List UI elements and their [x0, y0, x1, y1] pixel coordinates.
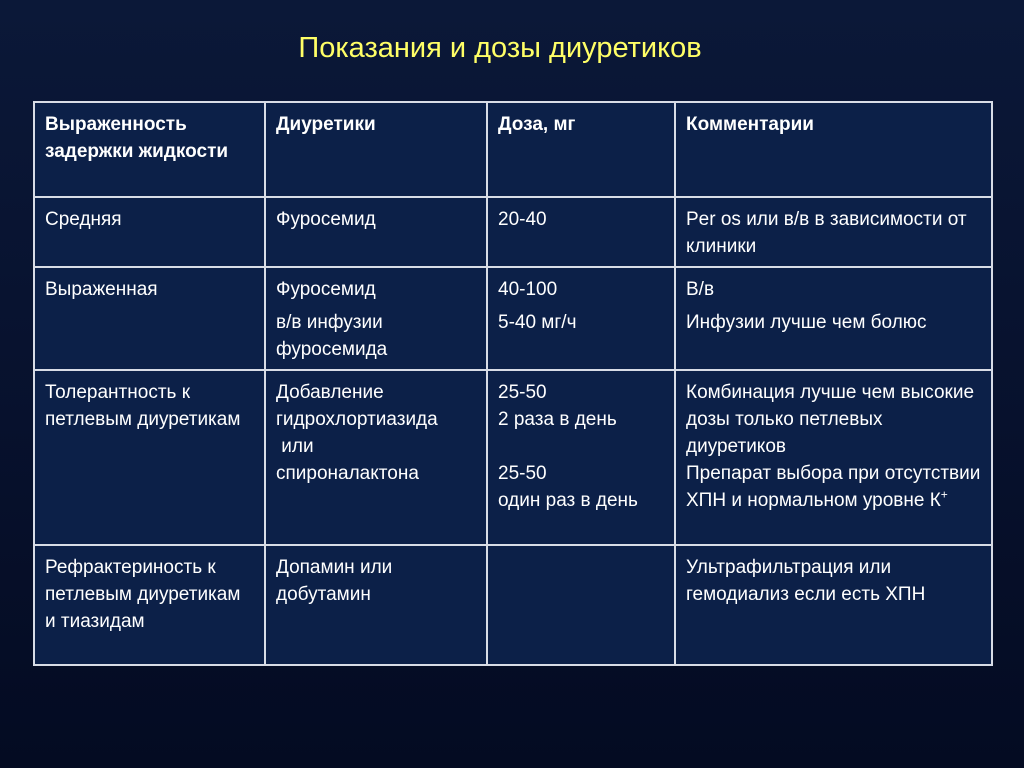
- cell-diuretic: [265, 545, 487, 665]
- cell-comment-line: Инфузии лучше чем болюс: [686, 312, 927, 333]
- cell-diuretic-line: или: [276, 436, 314, 457]
- table-row: [34, 545, 992, 665]
- header-dose: Доза, мг: [487, 102, 675, 197]
- table-row: [34, 197, 992, 267]
- cell-diuretic-line: Фуросемид: [276, 279, 376, 300]
- cell-diuretic: [265, 370, 487, 545]
- cell-comment-line: Ультрафильтрация или гемодиализ если есть ХПН: [686, 557, 926, 605]
- cell-diuretic: [265, 197, 487, 267]
- cell-comment-line: [686, 460, 986, 514]
- cell-severity: Выраженная: [34, 267, 265, 370]
- cell-comment-text: Препарат выбора при отсутствии ХПН и нормальном уровне К: [686, 463, 986, 511]
- cell-diuretic: [265, 267, 487, 370]
- cell-severity: Рефрактериность к петлевым диуретикам и тиазидам: [34, 545, 265, 665]
- slide-title: Показания и дозы диуретиков: [298, 32, 702, 64]
- cell-comment: [675, 267, 992, 370]
- cell-severity: Толерантность к петлевым диуретикам: [34, 370, 265, 545]
- cell-diuretic-line: Допамин или добутамин: [276, 557, 398, 605]
- cell-diuretic-line: Фуросемид: [276, 209, 376, 230]
- cell-severity: Средняя: [34, 197, 265, 267]
- cell-diuretic-line: спироналактона: [276, 463, 419, 484]
- header-comments: Комментарии: [675, 102, 992, 197]
- cell-dose-line: 25-50: [498, 382, 547, 403]
- cell-dose: [487, 267, 675, 370]
- table-header-row: [34, 102, 992, 197]
- cell-dose: [487, 370, 675, 545]
- cell-dose-line: 5-40 мг/ч: [498, 312, 577, 333]
- cell-dose-line: 20-40: [498, 209, 547, 230]
- cell-dose-line: один раз в день: [498, 490, 638, 511]
- cell-dose-line: 40-100: [498, 279, 558, 300]
- cell-comment: [675, 197, 992, 267]
- table-row: [34, 267, 992, 370]
- cell-comment-line: Комбинация лучше чем высокие дозы только петлевых диуретиков: [686, 382, 980, 457]
- cell-comment-line: В/в: [686, 279, 715, 300]
- table-row: [34, 370, 992, 545]
- cell-comment: [675, 370, 992, 545]
- cell-comment: [675, 545, 992, 665]
- cell-diuretic-line: Добавление гидрохлортиазида: [276, 382, 438, 430]
- cell-diuretic-line: в/в инфузии фуросемида: [276, 312, 388, 360]
- cell-dose-line: 25-50: [498, 463, 547, 484]
- cell-dose: [487, 545, 675, 665]
- cell-dose: [487, 197, 675, 267]
- superscript-plus: +: [940, 487, 948, 502]
- diuretics-table: [33, 101, 993, 666]
- header-severity: Выраженность задержки жидкости: [34, 102, 265, 197]
- cell-comment-line: Per os или в/в в зависимости от клиники: [686, 209, 972, 257]
- cell-dose-line: 2 раза в день: [498, 409, 617, 430]
- header-diuretics: Диуретики: [265, 102, 487, 197]
